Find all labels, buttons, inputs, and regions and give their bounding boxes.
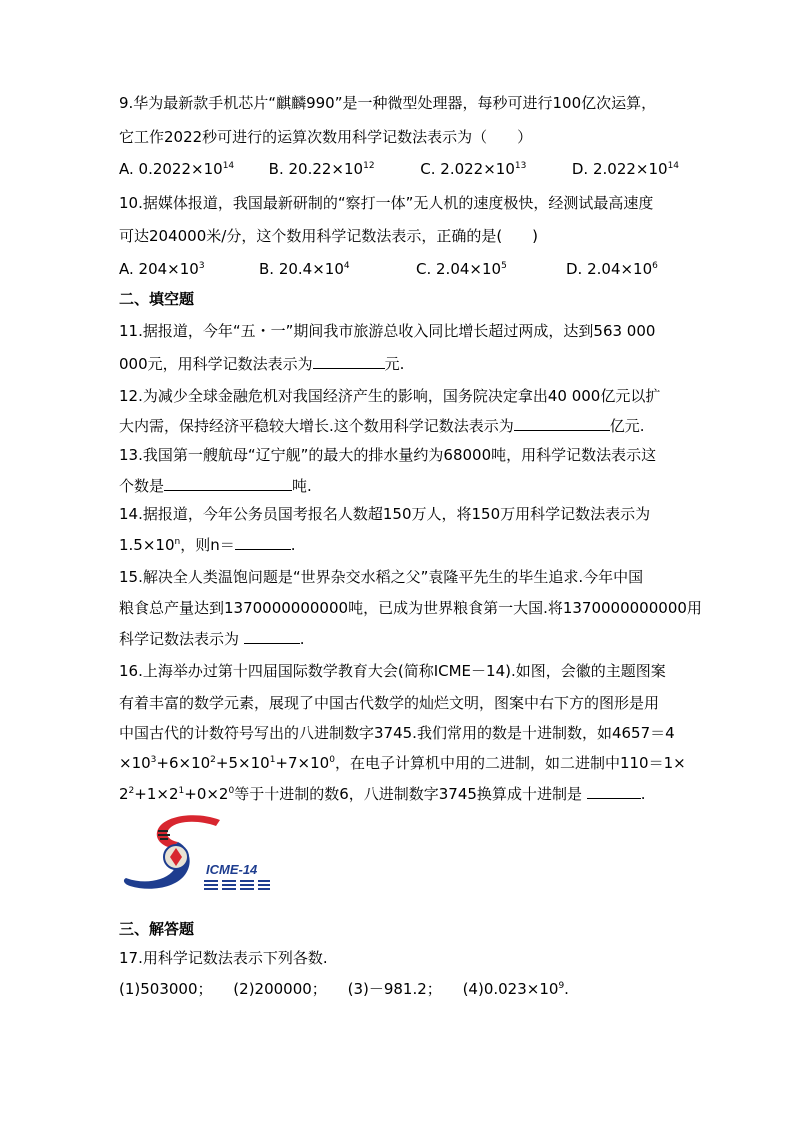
q17-stem: 17.用科学记数法表示下列各数. [119, 949, 328, 967]
q16-stem-line1: 16.上海举办过第十四届国际数学教育大会(简称ICME－14).如图，会徽的主题图案 [119, 662, 666, 680]
q9-option-a[interactable]: A. $0.2022\times 10^{14}$ [119, 160, 235, 178]
q15-stem-line3: 科学记数法表示为 . [119, 627, 305, 650]
q10-option-a[interactable]: A. $204\times 10^3$ [119, 260, 205, 278]
q10-stem-line1: 10.据媒体报道，我国最新研制的“察打一体”无人机的速度极快，经测试最高速度 [119, 194, 654, 212]
q15-stem-line2: 粮食总产量达到1370000000000吨，已成为世界粮食第一大国.将1370000000000用 [119, 599, 702, 617]
q14-stem-line2: $1.5\times 10^n$，则n＝ . [119, 533, 296, 556]
q17-item-2: (2)200000； [233, 980, 327, 998]
section-answer-heading: 三、解答题 [119, 920, 195, 938]
q13-stem-line2: 个数是 吨. [119, 474, 312, 497]
section-fill-in-heading: 二、填空题 [119, 290, 195, 308]
q17-item-1: (1)503000； [119, 980, 213, 998]
q17-item-4: $(4)0.023\times 10^9$. [462, 980, 569, 998]
q11-stem-line1: 11.据报道，今年“五・一”期间我市旅游总收入同比增长超过两成，达到563 000 [119, 322, 656, 340]
q16-stem-line5: $2^2+1\times 2^1+0\times 2^0$等于十进制的数6，八进制数字3745换算成十进制是 . [119, 782, 646, 805]
q11-answer-blank[interactable] [313, 352, 385, 369]
q9-option-b[interactable]: B. $20.22\times 10^{12}$ [268, 160, 375, 178]
q16-stem-line2: 有着丰富的数学元素，展现了中国古代数学的灿烂文明，图案中右下方的图形是用 [119, 694, 660, 712]
q9-stem-line1: 9.华为最新款手机芯片“麒麟990”是一种微型处理器，每秒可进行100亿次运算， [119, 94, 657, 112]
q13-stem-line1: 13.我国第一艘航母“辽宁舰”的最大的排水量约为68000吨，用科学记数法表示这 [119, 446, 657, 464]
q16-answer-blank[interactable] [587, 782, 641, 799]
q12-answer-blank[interactable] [514, 414, 610, 431]
q17-items [119, 978, 569, 1000]
q16-stem-line4: $\times 10^3+6\times 10^2+5\times 10^1+7\times 10^0$，在电子计算机中用的二进制，如二进制中110＝1× [119, 754, 686, 772]
q10-option-c[interactable]: C. $2.04\times 10^5$ [416, 260, 507, 278]
q15-stem-line1: 15.解决全人类温饱问题是“世界杂交水稻之父”袁隆平先生的毕生追求.今年中国 [119, 568, 644, 586]
logo-rod-numerals [204, 880, 270, 890]
logo-text: ICME-14 [206, 862, 258, 877]
q17-item-3: (3)－981.2； [347, 980, 442, 998]
q14-answer-blank[interactable] [235, 533, 291, 550]
q10-option-b[interactable]: B. $20.4\times 10^4$ [259, 260, 350, 278]
q10-options [119, 258, 679, 280]
q12-stem-line1: 12.为减少全球金融危机对我国经济产生的影响，国务院决定拿出40 000亿元以扩 [119, 387, 661, 405]
q10-stem-line2: 可达204000米/分，这个数用科学记数法表示，正确的是( ) [119, 227, 539, 245]
q12-stem-line2: 大内需，保持经济平稳较大增长.这个数用科学记数法表示为 亿元. [119, 414, 645, 437]
icme-14-logo-image [120, 812, 280, 898]
q15-answer-blank[interactable] [244, 627, 300, 644]
q14-stem-line1: 14.据报道，今年公务员国考报名人数超150万人，将150万用科学记数法表示为 [119, 505, 651, 523]
q11-stem-line2: 000元，用科学记数法表示为 元. [119, 352, 404, 375]
q10-option-d[interactable]: D. $2.04\times 10^6$ [566, 260, 658, 278]
q9-stem-line2: 它工作2022秒可进行的运算次数用科学记数法表示为（ ） [119, 128, 533, 146]
q9-option-d[interactable]: D. $2.022\times 10^{14}$ [571, 160, 680, 178]
q9-option-c[interactable]: C. $2.022\times 10^{13}$ [420, 160, 527, 178]
q16-stem-line3: 中国古代的计数符号写出的八进制数字3745.我们常用的数是十进制数，如4657＝4 [119, 724, 675, 742]
q9-options [119, 158, 679, 180]
q13-answer-blank[interactable] [164, 474, 292, 491]
